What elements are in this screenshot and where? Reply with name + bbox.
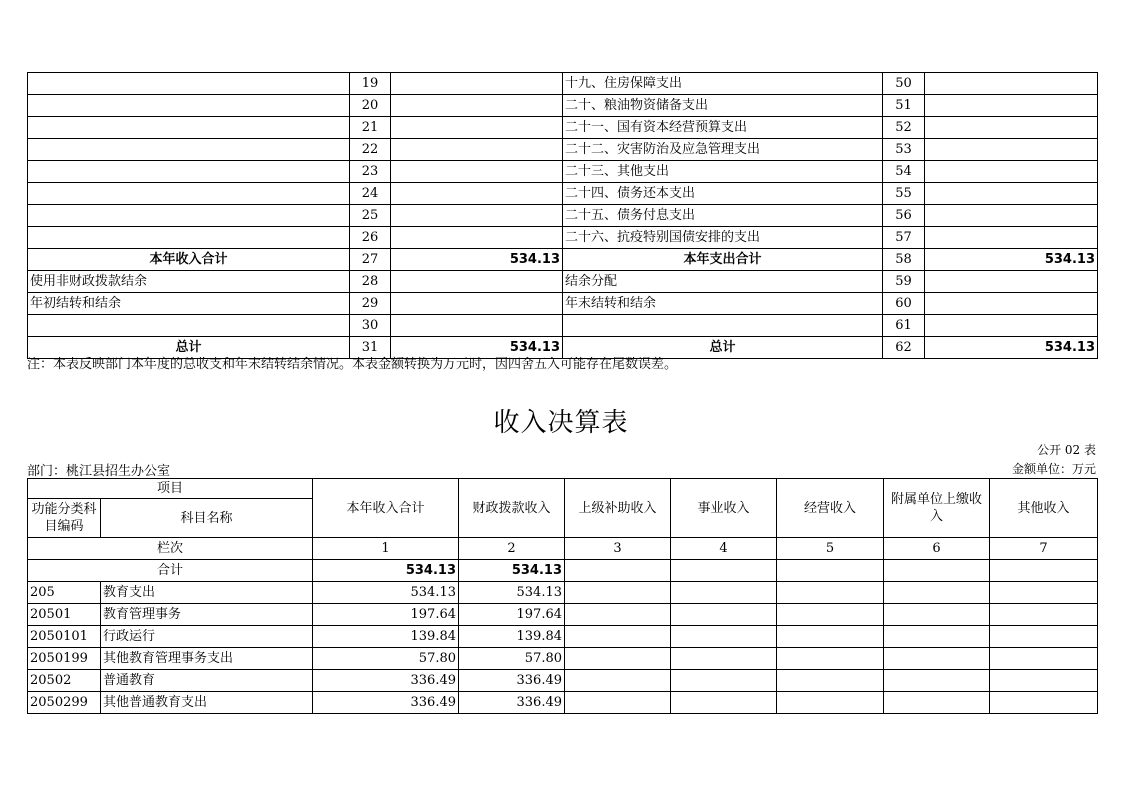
column-index-row: [28, 538, 1098, 560]
income-value: [671, 582, 777, 604]
income-item: [28, 73, 350, 95]
expense-line-no: 52: [883, 117, 925, 139]
expense-amount: [925, 227, 1098, 249]
header-col-2: 财政拨款收入: [459, 479, 565, 538]
income-item: [28, 117, 350, 139]
income-value: [565, 670, 671, 692]
income-value: [884, 582, 990, 604]
table-row: [28, 604, 1098, 626]
income-item: [28, 183, 350, 205]
expense-item: 二十五、债务付息支出: [563, 205, 883, 227]
header-col-1: 本年收入合计: [313, 479, 459, 538]
expense-amount: [925, 161, 1098, 183]
income-line-no: 28: [350, 271, 391, 293]
header-col-4: 事业收入: [671, 479, 777, 538]
income-line-no: 21: [350, 117, 391, 139]
column-index: 1: [313, 538, 459, 560]
expense-amount: 534.13: [925, 337, 1098, 359]
income-value: [884, 604, 990, 626]
summary-row: [28, 183, 1098, 205]
table-row: [28, 582, 1098, 604]
expense-line-no: 61: [883, 315, 925, 337]
income-value: [777, 582, 884, 604]
expense-amount: [925, 183, 1098, 205]
expense-amount: [925, 205, 1098, 227]
summary-table-body: [28, 73, 1098, 359]
income-value: [884, 648, 990, 670]
expense-amount: [925, 95, 1098, 117]
expense-item: 结余分配: [563, 271, 883, 293]
income-item: [28, 205, 350, 227]
expense-amount: [925, 315, 1098, 337]
summary-row: [28, 117, 1098, 139]
income-value: [990, 626, 1098, 648]
subject-code: 2050101: [28, 626, 101, 648]
expense-line-no: 57: [883, 227, 925, 249]
subject-code: 2050199: [28, 648, 101, 670]
income-value: [671, 670, 777, 692]
expense-line-no: 51: [883, 95, 925, 117]
income-value: [565, 648, 671, 670]
income-value: [565, 626, 671, 648]
total-value: [671, 560, 777, 582]
expense-line-no: 58: [883, 249, 925, 271]
expense-item: 二十二、灾害防治及应急管理支出: [563, 139, 883, 161]
income-line-no: 31: [350, 337, 391, 359]
total-label: 合计: [28, 560, 313, 582]
income-line-no: 25: [350, 205, 391, 227]
summary-row: [28, 95, 1098, 117]
summary-row: [28, 227, 1098, 249]
expense-line-no: 62: [883, 337, 925, 359]
expense-item: 二十一、国有资本经营预算支出: [563, 117, 883, 139]
income-line-no: 30: [350, 315, 391, 337]
summary-row: [28, 161, 1098, 183]
income-value: [777, 692, 884, 714]
expense-amount: [925, 139, 1098, 161]
column-index: 7: [990, 538, 1098, 560]
income-value: 197.64: [459, 604, 565, 626]
subject-code: 20501: [28, 604, 101, 626]
subject-code: 20502: [28, 670, 101, 692]
income-value: 534.13: [313, 582, 459, 604]
column-index: 3: [565, 538, 671, 560]
income-value: 57.80: [313, 648, 459, 670]
expense-line-no: 56: [883, 205, 925, 227]
income-line-no: 20: [350, 95, 391, 117]
income-amount: [391, 95, 563, 117]
income-item: [28, 139, 350, 161]
income-item: 年初结转和结余: [28, 293, 350, 315]
income-table-body: [28, 479, 1098, 714]
income-line-no: 22: [350, 139, 391, 161]
income-amount: [391, 117, 563, 139]
income-value: [565, 582, 671, 604]
income-value: [777, 648, 884, 670]
income-value: [565, 604, 671, 626]
income-amount: [391, 205, 563, 227]
subject-name: 行政运行: [101, 626, 313, 648]
income-value: 336.49: [459, 692, 565, 714]
expense-item: [563, 315, 883, 337]
income-line-no: 26: [350, 227, 391, 249]
income-value: [990, 648, 1098, 670]
expense-item: 二十、粮油物资储备支出: [563, 95, 883, 117]
expense-line-no: 55: [883, 183, 925, 205]
expense-item: 年末结转和结余: [563, 293, 883, 315]
header-func-code: 功能分类科目编码: [28, 499, 101, 538]
header-col-5: 经营收入: [777, 479, 884, 538]
column-index: 5: [777, 538, 884, 560]
total-value: [884, 560, 990, 582]
income-amount: [391, 227, 563, 249]
expense-amount: [925, 293, 1098, 315]
income-value: [565, 692, 671, 714]
table-row: [28, 670, 1098, 692]
income-item: 使用非财政拨款结余: [28, 271, 350, 293]
income-value: [990, 692, 1098, 714]
table-note: 注：本表反映部门本年度的总收支和年末结转结余情况。本表金额转换为万元时，因四舍五入可能存在尾数误差。: [27, 357, 678, 372]
income-item: [28, 227, 350, 249]
income-amount: [391, 293, 563, 315]
subject-name: 其他普通教育支出: [101, 692, 313, 714]
income-value: 336.49: [313, 670, 459, 692]
column-index-label: 栏次: [28, 538, 313, 560]
income-line-no: 27: [350, 249, 391, 271]
income-value: 336.49: [459, 670, 565, 692]
subject-name: 其他教育管理事务支出: [101, 648, 313, 670]
header-project: 项目: [28, 479, 313, 499]
expense-amount: [925, 271, 1098, 293]
column-index: 2: [459, 538, 565, 560]
expense-item: 总计: [563, 337, 883, 359]
expense-amount: [925, 117, 1098, 139]
income-amount: [391, 271, 563, 293]
page-title: 收入决算表: [493, 408, 629, 438]
income-value: 139.84: [459, 626, 565, 648]
summary-row: [28, 315, 1098, 337]
total-value: [565, 560, 671, 582]
expense-amount: 534.13: [925, 249, 1098, 271]
income-value: [884, 626, 990, 648]
column-index: 4: [671, 538, 777, 560]
expense-line-no: 53: [883, 139, 925, 161]
income-value: [671, 648, 777, 670]
header-col-7: 其他收入: [990, 479, 1098, 538]
expense-line-no: 59: [883, 271, 925, 293]
income-amount: [391, 183, 563, 205]
amount-unit-label: 金额单位：万元: [1011, 462, 1096, 476]
income-value: [671, 692, 777, 714]
income-value: 139.84: [313, 626, 459, 648]
expense-amount: [925, 73, 1098, 95]
summary-row: [28, 249, 1098, 271]
header-col-6: 附属单位上缴收入: [884, 479, 990, 538]
income-item: 总计: [28, 337, 350, 359]
table-row: [28, 626, 1098, 648]
income-table: [27, 478, 1098, 714]
income-value: [884, 670, 990, 692]
header-row-project: [28, 479, 1098, 499]
income-value: [777, 604, 884, 626]
summary-row: [28, 73, 1098, 95]
income-value: [671, 626, 777, 648]
summary-row: [28, 139, 1098, 161]
total-value: [990, 560, 1098, 582]
summary-row: [28, 271, 1098, 293]
income-value: [990, 582, 1098, 604]
total-value: [777, 560, 884, 582]
total-value: 534.13: [459, 560, 565, 582]
subject-code: 2050299: [28, 692, 101, 714]
expense-line-no: 60: [883, 293, 925, 315]
income-item: [28, 95, 350, 117]
expense-item: 本年支出合计: [563, 249, 883, 271]
expense-item: 二十四、债务还本支出: [563, 183, 883, 205]
income-value: [671, 604, 777, 626]
expense-line-no: 54: [883, 161, 925, 183]
expense-item: 二十三、其他支出: [563, 161, 883, 183]
income-value: 197.64: [313, 604, 459, 626]
income-item: 本年收入合计: [28, 249, 350, 271]
income-value: 336.49: [313, 692, 459, 714]
expense-line-no: 50: [883, 73, 925, 95]
income-value: [777, 626, 884, 648]
income-amount: 534.13: [391, 337, 563, 359]
income-item: [28, 315, 350, 337]
expense-item: 二十六、抗疫特别国债安排的支出: [563, 227, 883, 249]
income-amount: [391, 161, 563, 183]
subject-code: 205: [28, 582, 101, 604]
income-line-no: 29: [350, 293, 391, 315]
income-line-no: 19: [350, 73, 391, 95]
subject-name: 教育管理事务: [101, 604, 313, 626]
summary-table: [27, 72, 1098, 359]
form-code: 公开 02 表: [1037, 443, 1096, 457]
column-index: 6: [884, 538, 990, 560]
subject-name: 教育支出: [101, 582, 313, 604]
income-value: [990, 604, 1098, 626]
income-line-no: 23: [350, 161, 391, 183]
total-row: [28, 560, 1098, 582]
total-value: 534.13: [313, 560, 459, 582]
income-value: [990, 670, 1098, 692]
header-col-3: 上级补助收入: [565, 479, 671, 538]
department-label: 部门：桃江县招生办公室: [27, 464, 171, 479]
income-value: 534.13: [459, 582, 565, 604]
income-line-no: 24: [350, 183, 391, 205]
income-amount: 534.13: [391, 249, 563, 271]
table-row: [28, 648, 1098, 670]
header-subject-name: 科目名称: [101, 499, 313, 538]
summary-row: [28, 205, 1098, 227]
subject-name: 普通教育: [101, 670, 313, 692]
income-amount: [391, 73, 563, 95]
income-value: [884, 692, 990, 714]
income-value: 57.80: [459, 648, 565, 670]
income-item: [28, 161, 350, 183]
summary-row: [28, 293, 1098, 315]
table-row: [28, 692, 1098, 714]
income-amount: [391, 139, 563, 161]
income-amount: [391, 315, 563, 337]
income-value: [777, 670, 884, 692]
expense-item: 十九、住房保障支出: [563, 73, 883, 95]
